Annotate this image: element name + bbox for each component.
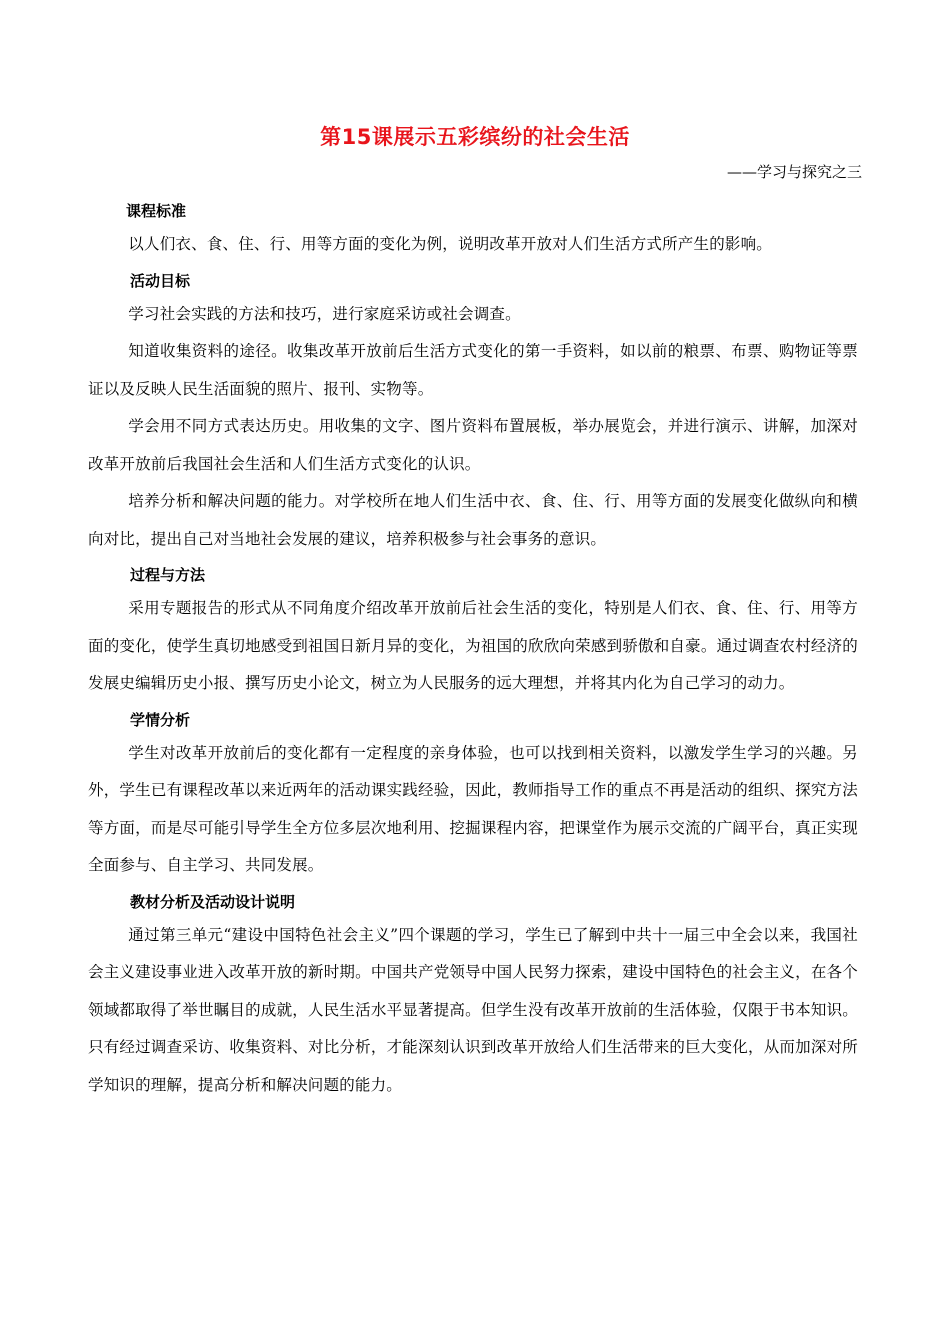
section-activity-goals	[88, 266, 858, 559]
paragraph: 学生对改革开放前后的变化都有一定程度的亲身体验，也可以找到相关资料，以激发学生学习的兴趣。另外，学生已有课程改革以来近两年的活动课实践经验，因此，教师指导工作的重点不再是活动的组织、探究方法等方面，而是尽可能引导学生全方位多层次地利用、挖掘课程内容，把课堂作为展示交流的广阔平台，真正实现全面参与、自主学习、共同发展。	[88, 743, 858, 874]
section-heading: 教材分析及活动设计说明	[130, 892, 296, 911]
page-title: 第15课展示五彩缤纷的社会生活	[320, 125, 630, 149]
section-process-method	[88, 560, 858, 703]
section-learner-analysis	[88, 705, 858, 885]
section-heading: 过程与方法	[130, 566, 206, 584]
document-body	[88, 194, 858, 1104]
paragraph: 以人们衣、食、住、行、用等方面的变化为例，说明改革开放对人们生活方式所产生的影响。	[128, 235, 772, 253]
paragraph: 培养分析和解决问题的能力。对学校所在地人们生活中衣、食、住、行、用等方面的发展变化做纵向和横向对比，提出自己对当地社会发展的建议，培养积极参与社会事务的意识。	[88, 492, 858, 548]
section-heading: 活动目标	[130, 271, 191, 290]
section-heading: 学情分析	[130, 710, 191, 729]
paragraph: 采用专题报告的形式从不同角度介绍改革开放前后社会生活的变化，特别是人们衣、食、住、行、用等方面的变化，使学生真切地感受到祖国日新月异的变化，为祖国的欣欣向荣感到骄傲和自豪。通过调查农村经济的发展史编辑历史小报、撰写历史小论文，树立为人民服务的远大理想，并将其内化为自己学习的动力。	[88, 599, 858, 692]
section-textbook-analysis	[88, 887, 858, 1105]
paragraph: 学习社会实践的方法和技巧，进行家庭采访或社会调查。	[128, 304, 521, 323]
page-subtitle: ——学习与探究之三	[726, 163, 862, 181]
section-heading: 课程标准	[126, 202, 187, 220]
paragraph: 学会用不同方式表达历史。用收集的文字、图片资料布置展板，举办展览会，并进行演示、讲解，加深对改革开放前后我国社会生活和人们生活方式变化的认识。	[88, 417, 858, 473]
section-curriculum-standard	[88, 196, 858, 264]
paragraph: 通过第三单元“建设中国特色社会主义”四个课题的学习，学生已了解到中共十一届三中全会以来，我国社会主义建设事业进入改革开放的新时期。中国共产党领导中国人民努力探索，建设中国特色的社会主义，在各个领域都取得了举世瞩目的成就，人民生活水平显著提高。但学生没有改革开放前的生活体验，仅限于书本知识。只有经过调查采访、收集资料、对比分析，才能深刻认识到改革开放给人们生活带来的巨大变化，从而加深对所学知识的理解，提高分析和解决问题的能力。	[88, 925, 858, 1094]
paragraph: 知道收集资料的途径。收集改革开放前后生活方式变化的第一手资料，如以前的粮票、布票、购物证等票证以及反映人民生活面貌的照片、报刊、实物等。	[88, 342, 858, 398]
